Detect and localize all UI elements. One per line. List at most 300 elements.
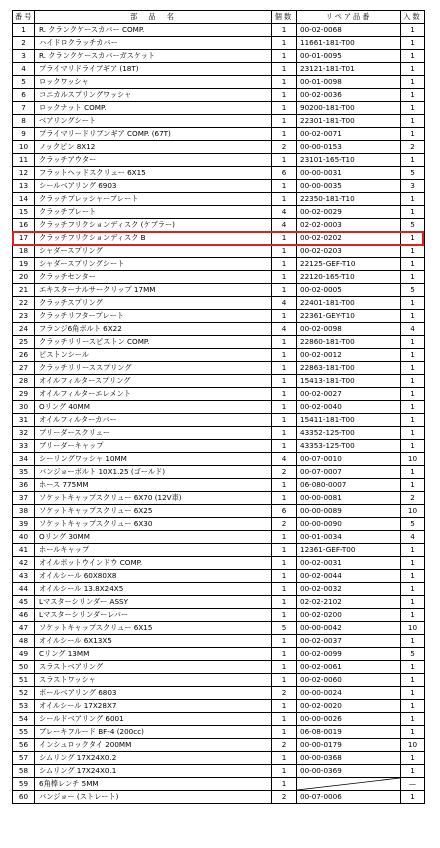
row-number: 57	[13, 752, 35, 765]
row-part-number: 00-00-0090	[297, 518, 401, 531]
row-part-name: オイルシール 13.8X24X5	[35, 583, 272, 596]
row-part-name: ピストンシール	[35, 349, 272, 362]
row-number: 54	[13, 713, 35, 726]
row-number: 43	[13, 570, 35, 583]
row-part-number: 00-07-0010	[297, 453, 401, 466]
row-set-quantity: 5	[401, 167, 425, 180]
row-number: 13	[13, 180, 35, 193]
table-row	[13, 635, 425, 648]
row-part-number: 00-02-0012	[297, 349, 401, 362]
table-row	[13, 479, 425, 492]
row-quantity: 2	[272, 466, 297, 479]
row-number: 35	[13, 466, 35, 479]
row-set-quantity: 1	[401, 752, 425, 765]
table-row	[13, 791, 425, 804]
table-row	[13, 739, 425, 752]
table-row	[13, 232, 425, 245]
table-row	[13, 726, 425, 739]
table-row	[13, 284, 425, 297]
row-set-quantity: 1	[401, 206, 425, 219]
row-quantity: 1	[272, 479, 297, 492]
row-quantity: 1	[272, 544, 297, 557]
row-set-quantity: 1	[401, 37, 425, 50]
row-number: 20	[13, 271, 35, 284]
row-quantity: 1	[272, 102, 297, 115]
row-set-quantity: —	[401, 778, 425, 791]
row-quantity: 1	[272, 232, 297, 245]
row-number: 2	[13, 37, 35, 50]
row-set-quantity: 1	[401, 440, 425, 453]
row-set-quantity: 1	[401, 63, 425, 76]
row-part-number: 06-08-0019	[297, 726, 401, 739]
row-number: 3	[13, 50, 35, 63]
row-part-name: クラッチプレッシャープレート	[35, 193, 272, 206]
row-part-name: ソケットキャップスクリュー 6X70 (12V車)	[35, 492, 272, 505]
row-quantity: 1	[272, 63, 297, 76]
row-set-quantity: 1	[401, 713, 425, 726]
row-set-quantity: 1	[401, 570, 425, 583]
row-part-name: ホールキャップ	[35, 544, 272, 557]
row-part-name: ロックワッシャ	[35, 76, 272, 89]
row-part-number: 43352-125-T00	[297, 427, 401, 440]
row-set-quantity: 1	[401, 310, 425, 323]
row-part-number: 00-02-0005	[297, 284, 401, 297]
table-row	[13, 557, 425, 570]
row-set-quantity: 10	[401, 739, 425, 752]
row-quantity: 4	[272, 206, 297, 219]
table-row	[13, 193, 425, 206]
table-row	[13, 648, 425, 661]
table-header-row	[13, 11, 425, 24]
table-row	[13, 544, 425, 557]
table-row	[13, 414, 425, 427]
row-number: 8	[13, 115, 35, 128]
row-quantity: 1	[272, 713, 297, 726]
row-part-number: 02-02-0003	[297, 219, 401, 232]
row-part-name: オイルシール 60X80X8	[35, 570, 272, 583]
table-row	[13, 89, 425, 102]
row-quantity: 2	[272, 687, 297, 700]
row-part-number: 00-02-0098	[297, 323, 401, 336]
table-row	[13, 453, 425, 466]
row-part-number: 00-02-0020	[297, 700, 401, 713]
row-part-name: オイルシール 6X13X5	[35, 635, 272, 648]
row-set-quantity: 1	[401, 258, 425, 271]
row-quantity: 1	[272, 258, 297, 271]
row-quantity: 1	[272, 674, 297, 687]
row-quantity: 4	[272, 453, 297, 466]
header-name: 部 品 名	[35, 11, 272, 24]
row-part-name: ボールベアリング 6803	[35, 687, 272, 700]
row-part-number: 22125-GEF-T10	[297, 258, 401, 271]
table-row	[13, 401, 425, 414]
header-qty: 個数	[272, 11, 297, 24]
row-set-quantity: 1	[401, 596, 425, 609]
row-part-number: 00-07-0007	[297, 466, 401, 479]
table-row	[13, 765, 425, 778]
table-row	[13, 310, 425, 323]
row-set-quantity: 1	[401, 362, 425, 375]
row-number: 19	[13, 258, 35, 271]
row-quantity: 1	[272, 349, 297, 362]
row-number: 29	[13, 388, 35, 401]
row-number: 5	[13, 76, 35, 89]
table-row	[13, 206, 425, 219]
row-part-number: 00-02-0099	[297, 648, 401, 661]
table-row	[13, 388, 425, 401]
row-set-quantity: 1	[401, 50, 425, 63]
row-part-number: 90200-181-T00	[297, 102, 401, 115]
row-part-name: ハイドロクラッチカバー	[35, 37, 272, 50]
row-set-quantity: 1	[401, 336, 425, 349]
table-row	[13, 492, 425, 505]
row-quantity: 2	[272, 739, 297, 752]
row-number: 44	[13, 583, 35, 596]
row-quantity: 4	[272, 323, 297, 336]
row-quantity: 1	[272, 310, 297, 323]
row-part-number: 00-02-0202	[297, 232, 401, 245]
row-part-number: 00-00-0031	[297, 167, 401, 180]
row-set-quantity: 1	[401, 297, 425, 310]
row-part-number: 11661-181-T00	[297, 37, 401, 50]
row-part-number: 00-00-0024	[297, 687, 401, 700]
row-part-name: バンジョーボルト 10X1.25 (ゴールド)	[35, 466, 272, 479]
row-quantity: 1	[272, 583, 297, 596]
row-part-name: ベアリングシート	[35, 115, 272, 128]
table-row	[13, 778, 425, 791]
row-number: 31	[13, 414, 35, 427]
row-part-name: クラッチリリースピストン COMP.	[35, 336, 272, 349]
row-set-quantity: 1	[401, 89, 425, 102]
row-part-number: 00-00-0026	[297, 713, 401, 726]
row-quantity: 1	[272, 492, 297, 505]
row-part-number: 00-02-0029	[297, 206, 401, 219]
row-quantity: 1	[272, 765, 297, 778]
row-part-number	[297, 778, 401, 791]
row-number: 27	[13, 362, 35, 375]
row-quantity: 1	[272, 193, 297, 206]
row-number: 6	[13, 89, 35, 102]
row-number: 24	[13, 323, 35, 336]
row-quantity: 6	[272, 505, 297, 518]
row-number: 37	[13, 492, 35, 505]
row-part-number: 23121-181-T01	[297, 63, 401, 76]
row-number: 22	[13, 297, 35, 310]
row-part-name: ノックピン 8X12	[35, 141, 272, 154]
row-number: 32	[13, 427, 35, 440]
row-quantity: 1	[272, 336, 297, 349]
row-set-quantity: 1	[401, 24, 425, 37]
row-part-number: 00-00-0042	[297, 622, 401, 635]
row-set-quantity: 1	[401, 479, 425, 492]
row-part-name: R. クランクケースカバー COMP.	[35, 24, 272, 37]
row-number: 51	[13, 674, 35, 687]
table-row	[13, 258, 425, 271]
row-number: 59	[13, 778, 35, 791]
row-part-name: ロックナット COMP.	[35, 102, 272, 115]
row-part-number: 22860-181-T00	[297, 336, 401, 349]
row-set-quantity: 2	[401, 492, 425, 505]
row-part-number: 00-00-0035	[297, 180, 401, 193]
row-set-quantity: 1	[401, 765, 425, 778]
row-part-name: フランジ6角ボルト 6X22	[35, 323, 272, 336]
row-part-number: 22863-181-T00	[297, 362, 401, 375]
row-quantity: 1	[272, 570, 297, 583]
row-part-number: 00-01-0095	[297, 50, 401, 63]
row-set-quantity: 1	[401, 557, 425, 570]
row-set-quantity: 4	[401, 531, 425, 544]
row-quantity: 4	[272, 297, 297, 310]
row-part-name: クラッチフリクションディスク B	[35, 232, 272, 245]
row-number: 49	[13, 648, 35, 661]
row-part-number: 02-02-2102	[297, 596, 401, 609]
table-body	[13, 24, 425, 804]
table-row	[13, 219, 425, 232]
row-part-number: 00-02-0071	[297, 128, 401, 141]
row-quantity: 1	[272, 414, 297, 427]
row-part-number: 22120-165-T10	[297, 271, 401, 284]
row-quantity: 1	[272, 401, 297, 414]
row-part-name: バンジョー (ストレート)	[35, 791, 272, 804]
row-quantity: 1	[272, 76, 297, 89]
row-set-quantity: 1	[401, 232, 425, 245]
row-part-name: ホース 775MM	[35, 479, 272, 492]
row-quantity: 4	[272, 219, 297, 232]
row-part-number: 00-02-0037	[297, 635, 401, 648]
row-part-number: 00-00-0153	[297, 141, 401, 154]
table-row	[13, 336, 425, 349]
row-part-number: 00-02-0061	[297, 661, 401, 674]
row-part-number: 00-02-0068	[297, 24, 401, 37]
row-number: 10	[13, 141, 35, 154]
row-number: 41	[13, 544, 35, 557]
row-set-quantity: 1	[401, 271, 425, 284]
table-row	[13, 440, 425, 453]
table-row	[13, 713, 425, 726]
row-set-quantity: 1	[401, 193, 425, 206]
row-part-name: ブリーダースクリュー	[35, 427, 272, 440]
table-row	[13, 37, 425, 50]
row-part-number: 00-01-0098	[297, 76, 401, 89]
row-number: 9	[13, 128, 35, 141]
table-row	[13, 50, 425, 63]
row-part-number: 00-00-0368	[297, 752, 401, 765]
table-row	[13, 466, 425, 479]
table-row	[13, 674, 425, 687]
row-set-quantity: 1	[401, 128, 425, 141]
table-row	[13, 687, 425, 700]
row-set-quantity: 1	[401, 583, 425, 596]
row-number: 34	[13, 453, 35, 466]
table-row	[13, 24, 425, 37]
row-quantity: 1	[272, 648, 297, 661]
row-set-quantity: 5	[401, 648, 425, 661]
row-part-name: シールベアリング 6903	[35, 180, 272, 193]
row-set-quantity: 1	[401, 76, 425, 89]
row-quantity: 1	[272, 609, 297, 622]
row-part-name: Lマスターシリンダーレバー	[35, 609, 272, 622]
row-number: 56	[13, 739, 35, 752]
row-quantity: 1	[272, 531, 297, 544]
table-row	[13, 76, 425, 89]
row-set-quantity: 1	[401, 102, 425, 115]
row-number: 42	[13, 557, 35, 570]
row-part-name: ソケットキャップスクリュー 6X30	[35, 518, 272, 531]
header-no: 番号	[13, 11, 35, 24]
row-part-number: 00-01-0034	[297, 531, 401, 544]
row-set-quantity: 5	[401, 219, 425, 232]
row-set-quantity: 3	[401, 180, 425, 193]
row-number: 52	[13, 687, 35, 700]
row-part-name: スラストワッシャ	[35, 674, 272, 687]
row-number: 55	[13, 726, 35, 739]
header-set-qty: 入数	[401, 11, 425, 24]
row-set-quantity: 1	[401, 115, 425, 128]
row-number: 14	[13, 193, 35, 206]
row-set-quantity: 1	[401, 726, 425, 739]
row-quantity: 1	[272, 245, 297, 258]
row-part-name: オイルポットウインドウ COMP.	[35, 557, 272, 570]
diagonal-slash-mark	[297, 778, 400, 790]
table-row	[13, 63, 425, 76]
row-number: 50	[13, 661, 35, 674]
row-part-name: シムリング 17X24X0.2	[35, 752, 272, 765]
row-quantity: 1	[272, 427, 297, 440]
row-part-number: 22401-181-T00	[297, 297, 401, 310]
row-number: 60	[13, 791, 35, 804]
row-number: 1	[13, 24, 35, 37]
row-number: 25	[13, 336, 35, 349]
row-part-name: ブリーダーキャップ	[35, 440, 272, 453]
table-row	[13, 167, 425, 180]
row-quantity: 2	[272, 791, 297, 804]
row-part-number: 12361-GEF-T00	[297, 544, 401, 557]
row-number: 53	[13, 700, 35, 713]
table-row	[13, 752, 425, 765]
row-quantity: 1	[272, 635, 297, 648]
row-part-name: R. クランクケースカバーガスケット	[35, 50, 272, 63]
table-row	[13, 596, 425, 609]
row-number: 15	[13, 206, 35, 219]
row-quantity: 2	[272, 141, 297, 154]
row-quantity: 1	[272, 154, 297, 167]
row-quantity: 1	[272, 778, 297, 791]
row-quantity: 1	[272, 284, 297, 297]
row-set-quantity: 1	[401, 427, 425, 440]
row-quantity: 5	[272, 622, 297, 635]
row-set-quantity: 5	[401, 284, 425, 297]
row-set-quantity: 1	[401, 635, 425, 648]
row-quantity: 1	[272, 388, 297, 401]
row-part-name: シャダースプリングシート	[35, 258, 272, 271]
row-number: 12	[13, 167, 35, 180]
row-set-quantity: 1	[401, 375, 425, 388]
row-part-name: Oリング 40MM	[35, 401, 272, 414]
row-number: 33	[13, 440, 35, 453]
row-quantity: 1	[272, 180, 297, 193]
table-row	[13, 323, 425, 336]
row-part-name: オイルフィルタースプリング	[35, 375, 272, 388]
table-row	[13, 271, 425, 284]
row-part-name: クラッチプレート	[35, 206, 272, 219]
row-quantity: 1	[272, 375, 297, 388]
row-part-number: 23101-165-T10	[297, 154, 401, 167]
parts-table	[12, 10, 425, 804]
row-number: 48	[13, 635, 35, 648]
row-set-quantity: 4	[401, 323, 425, 336]
row-part-number: 00-02-0203	[297, 245, 401, 258]
row-quantity: 1	[272, 115, 297, 128]
table-row	[13, 427, 425, 440]
row-number: 39	[13, 518, 35, 531]
row-set-quantity: 1	[401, 674, 425, 687]
row-part-name: ソケットキャップスクリュー 6X15	[35, 622, 272, 635]
row-set-quantity: 1	[401, 544, 425, 557]
row-quantity: 1	[272, 557, 297, 570]
row-part-number: 22350-181-T10	[297, 193, 401, 206]
row-part-number: 43353-125-T00	[297, 440, 401, 453]
row-part-name: プライマリドライブギア (18T)	[35, 63, 272, 76]
row-set-quantity: 2	[401, 141, 425, 154]
row-part-number: 00-07-0006	[297, 791, 401, 804]
row-part-name: シーリングワッシャ 10MM	[35, 453, 272, 466]
row-part-name: クラッチセンター	[35, 271, 272, 284]
row-set-quantity: 10	[401, 453, 425, 466]
row-number: 36	[13, 479, 35, 492]
row-number: 38	[13, 505, 35, 518]
row-part-number: 15413-181-T00	[297, 375, 401, 388]
row-set-quantity: 1	[401, 791, 425, 804]
row-part-number: 15411-181-T00	[297, 414, 401, 427]
row-part-name: クラッチリリーススプリング	[35, 362, 272, 375]
row-number: 47	[13, 622, 35, 635]
row-number: 16	[13, 219, 35, 232]
table-row	[13, 570, 425, 583]
row-part-number: 00-02-0031	[297, 557, 401, 570]
row-part-name: Cリング 13MM	[35, 648, 272, 661]
row-part-name: スラストベアリング	[35, 661, 272, 674]
header-part-number: リペア品番	[297, 11, 401, 24]
row-part-number: 06-080-0007	[297, 479, 401, 492]
row-part-name: オイルフィルターエレメント	[35, 388, 272, 401]
row-part-name: Lマスターシリンダー ASSY	[35, 596, 272, 609]
row-part-name: オイルシール 17X28X7	[35, 700, 272, 713]
row-quantity: 1	[272, 596, 297, 609]
row-part-name: コニカルスプリングワッシャ	[35, 89, 272, 102]
row-part-name: フラットヘッドスクリュー 6X15	[35, 167, 272, 180]
row-quantity: 1	[272, 440, 297, 453]
row-number: 26	[13, 349, 35, 362]
row-quantity: 1	[272, 128, 297, 141]
row-part-number: 00-02-0027	[297, 388, 401, 401]
row-part-name: クラッチリフタープレート	[35, 310, 272, 323]
table-row	[13, 531, 425, 544]
row-number: 17	[13, 232, 35, 245]
row-part-name: シムリング 17X24X0.1	[35, 765, 272, 778]
row-set-quantity: 1	[401, 687, 425, 700]
row-set-quantity: 1	[401, 154, 425, 167]
table-row	[13, 245, 425, 258]
table-row	[13, 609, 425, 622]
row-part-name: Oリング 30MM	[35, 531, 272, 544]
row-quantity: 1	[272, 362, 297, 375]
row-number: 21	[13, 284, 35, 297]
row-part-number: 00-00-0081	[297, 492, 401, 505]
row-number: 28	[13, 375, 35, 388]
row-part-number: 00-02-0032	[297, 583, 401, 596]
table-row	[13, 375, 425, 388]
row-set-quantity: 1	[401, 414, 425, 427]
